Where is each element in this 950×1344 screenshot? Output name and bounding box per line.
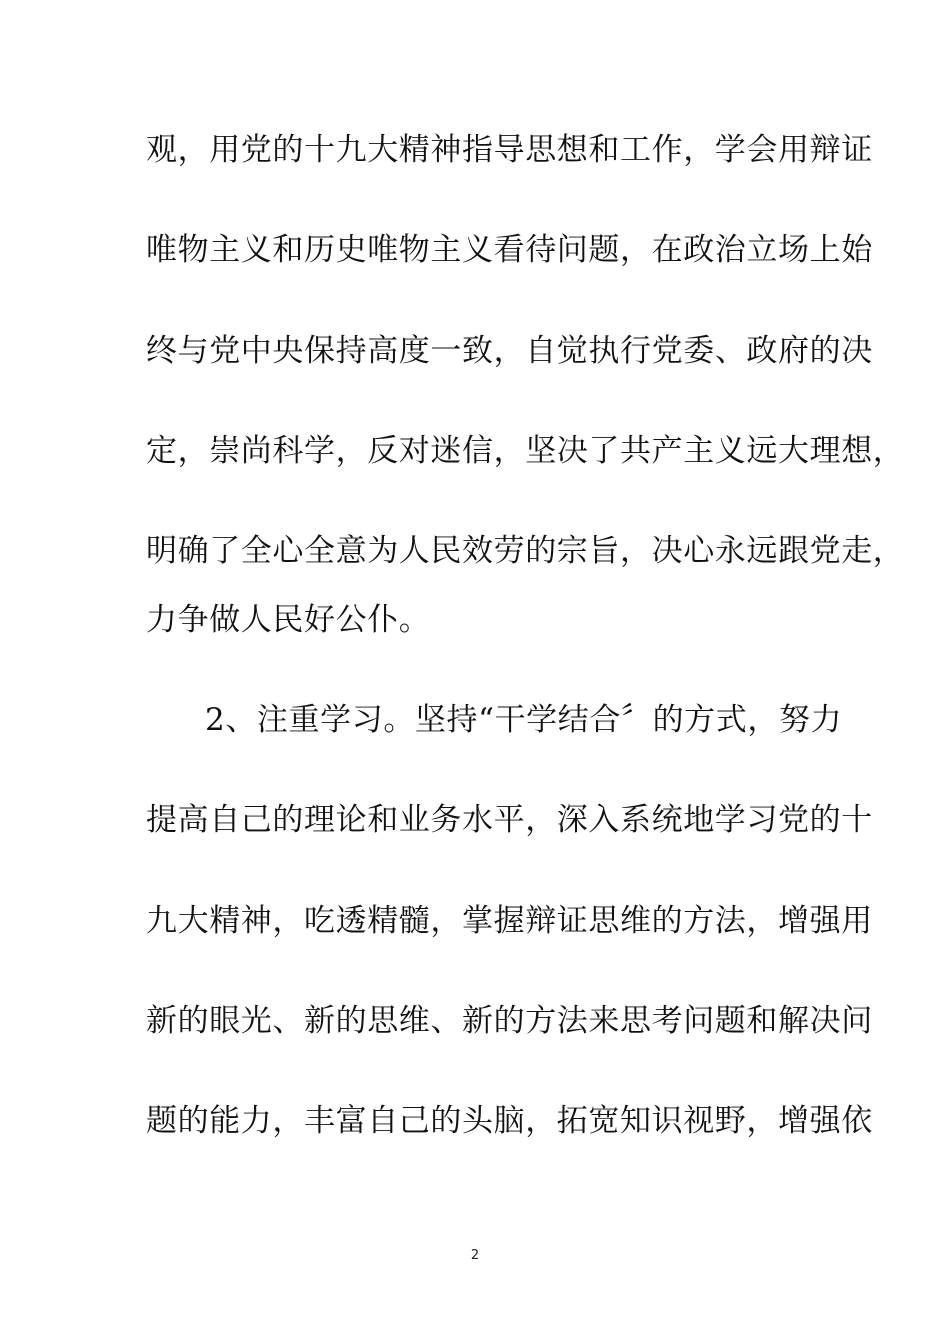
body-text-line: 终与党中央保持高度一致，自觉执行党委、政府的决: [146, 333, 873, 369]
body-text-line: 定，崇尚科学，反对迷信，坚决了共产主义远大理想，: [146, 433, 905, 469]
body-text-line: 明确了全心全意为人民效劳的宗旨，决心永远跟党走，: [146, 533, 905, 569]
body-text-line: 提高自己的理论和业务水平，深入系统地学习党的十: [146, 802, 873, 838]
body-text-line: 力争做人民好公仆。: [146, 602, 431, 638]
body-text-line: 唯物主义和历史唯物主义看待问题，在政治立场上始: [146, 232, 873, 268]
body-text-line: 九大精神，吃透精髓，掌握辩证思维的方法，增强用: [146, 903, 873, 939]
body-text-line: 新的眼光、新的思维、新的方法来思考问题和解决问: [146, 1003, 873, 1039]
page-number: 2: [470, 1248, 480, 1263]
body-text-line: 题的能力，丰富自己的头脑，拓宽知识视野，增强依: [146, 1103, 873, 1139]
paragraph-first-line: 2、注重学习。坚持“干学结合〞的方式，努力: [205, 702, 843, 738]
body-text-line: 观，用党的十九大精神指导思想和工作，学会用辩证: [146, 132, 873, 168]
